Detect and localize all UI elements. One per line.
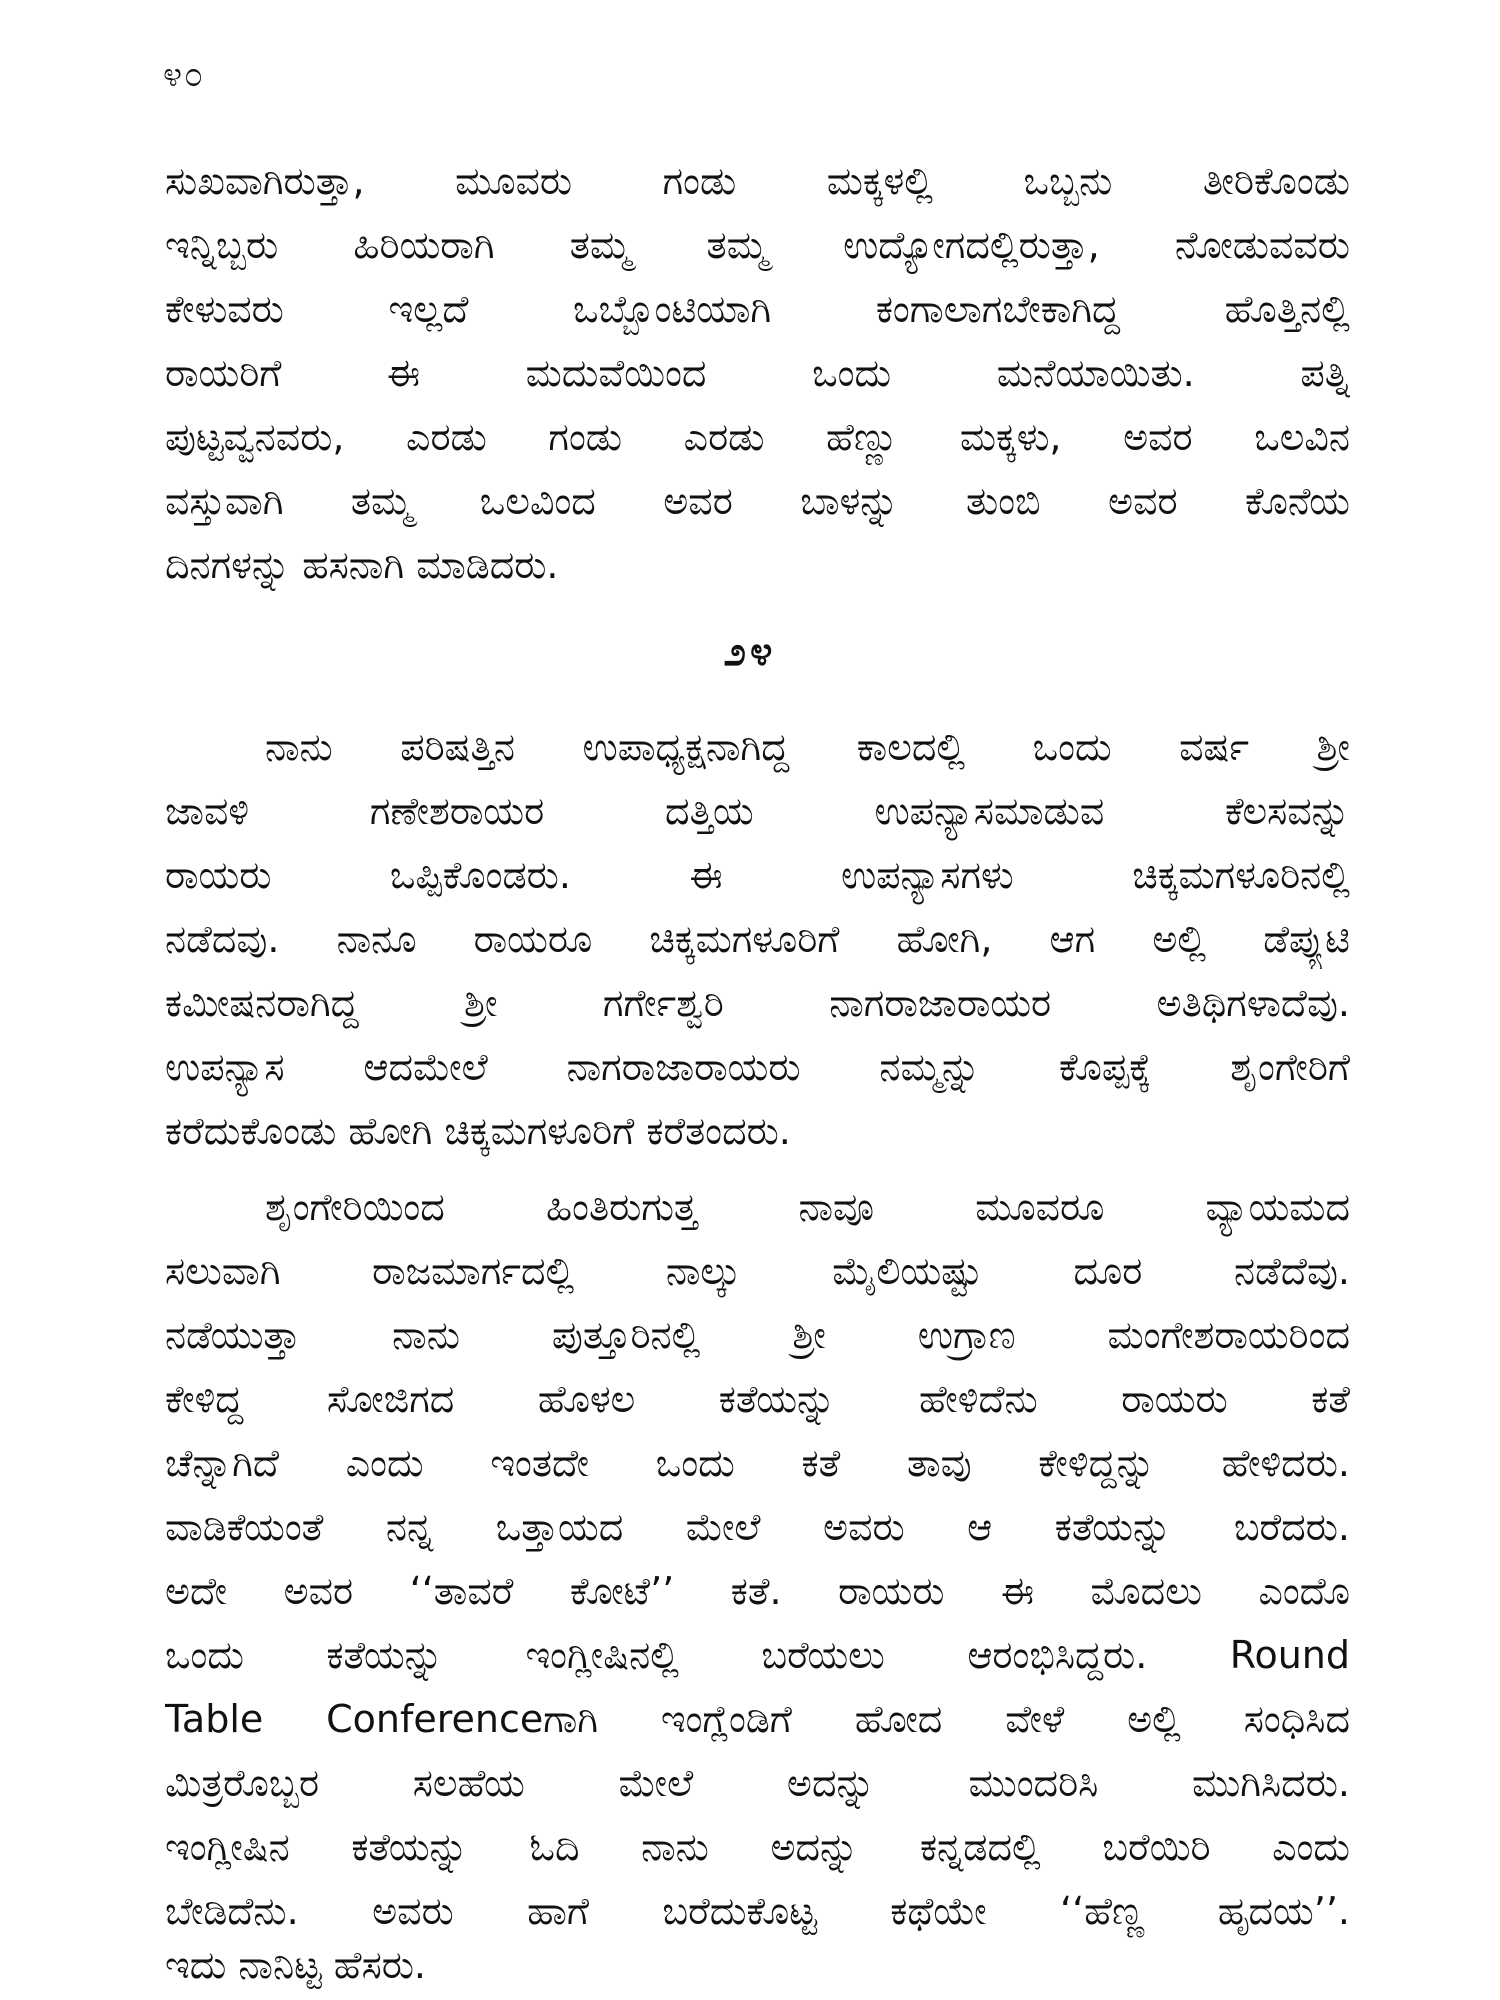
text-line: ನಡೆಯುತ್ತಾ ನಾನು ಪುತ್ತೂರಿನಲ್ಲಿ ಶ್ರೀ ಉಗ್ರಾಣ ಮಂಗೇಶರಾಯರಿಂದ bbox=[165, 1313, 1350, 1357]
text-line: ಚೆನ್ನಾಗಿದೆ ಎಂದು ಇಂತದೇ ಒಂದು ಕತೆ ತಾವು ಕೇಳಿದ್ದನ್ನು ಹೇಳಿದರು. bbox=[165, 1441, 1350, 1485]
text-line: ಅದೇ ಅವರ ‘‘ತಾವರೆ ಕೋಟೆ’’ ಕತೆ. ರಾಯರು ಈ ಮೊದಲು ಎಂದೊ bbox=[165, 1569, 1350, 1613]
text-line: ಕೇಳುವರು ಇಲ್ಲದೆ ಒಬ್ಬೊಂಟಿಯಾಗಿ ಕಂಗಾಲಾಗಬೇಕಾಗಿದ್ದ ಹೊತ್ತಿನಲ್ಲಿ bbox=[165, 287, 1350, 331]
text-line: ಸಲುವಾಗಿ ರಾಜಮಾರ್ಗದಲ್ಲಿ ನಾಲ್ಕು ಮೈಲಿಯಷ್ಟು ದೂರ ನಡೆದೆವು. bbox=[165, 1249, 1350, 1293]
text-line: ಇಂಗ್ಲೀಷಿನ ಕತೆಯನ್ನು ಓದಿ ನಾನು ಅದನ್ನು ಕನ್ನಡದಲ್ಲಿ ಬರೆಯಿರಿ ಎಂದು bbox=[165, 1825, 1350, 1869]
text-line: ರಾಯರಿಗೆ ಈ ಮದುವೆಯಿಂದ ಒಂದು ಮನೆಯಾಯಿತು. ಪತ್ನಿ bbox=[165, 351, 1350, 395]
text-line: ಜಾವಳಿ ಗಣೇಶರಾಯರ ದತ್ತಿಯ ಉಪನ್ಯಾಸಮಾಡುವ ಕೆಲಸವನ್ನು bbox=[165, 789, 1350, 833]
text-line: ಒಂದು ಕತೆಯನ್ನು ಇಂಗ್ಲೀಷಿನಲ್ಲಿ ಬರೆಯಲು ಆರಂಭಿಸಿದ್ದರು. Round bbox=[165, 1633, 1350, 1677]
text-line: ಬೇಡಿದೆನು. ಅವರು ಹಾಗೆ ಬರೆದುಕೊಟ್ಟ ಕಥೆಯೇ ‘‘ಹೆಣ್ಣ ಹೃದಯ’’. bbox=[165, 1889, 1350, 1933]
text-line: ಇದು ನಾನಿಟ್ಟ ಹೆಸರು. bbox=[165, 1943, 427, 1987]
text-line: ದಿನಗಳನ್ನು ಹಸನಾಗಿ ಮಾಡಿದರು. bbox=[165, 543, 559, 587]
text-line: ನಡೆದವು. ನಾನೂ ರಾಯರೂ ಚಿಕ್ಕಮಗಳೂರಿಗೆ ಹೋಗಿ, ಆಗ ಅಲ್ಲಿ ಡೆಪ್ಯುಟಿ bbox=[165, 917, 1350, 961]
text-line: ಮಿತ್ರರೊಬ್ಬರ ಸಲಹೆಯ ಮೇಲೆ ಅದನ್ನು ಮುಂದರಿಸಿ ಮುಗಿಸಿದರು. bbox=[165, 1761, 1350, 1805]
page-number: ೪೦ bbox=[163, 55, 206, 95]
section-number: ೨೪ bbox=[723, 629, 777, 675]
text-line: ಪುಟ್ಟವ್ವನವರು, ಎರಡು ಗಂಡು ಎರಡು ಹೆಣ್ಣು ಮಕ್ಕಳು, ಅವರ ಒಲವಿನ bbox=[165, 415, 1350, 459]
text-line: ಶೃಂಗೇರಿಯಿಂದ ಹಿಂತಿರುಗುತ್ತ ನಾವೂ ಮೂವರೂ ವ್ಯಾಯಮದ bbox=[265, 1185, 1350, 1229]
text-line: ಕರೆದುಕೊಂಡು ಹೋಗಿ ಚಿಕ್ಕಮಗಳೂರಿಗೆ ಕರೆತಂದರು. bbox=[165, 1109, 791, 1153]
text-line: ಕಮೀಷನರಾಗಿದ್ದ ಶ್ರೀ ಗರ್ಗೇಶ್ವರಿ ನಾಗರಾಜಾರಾಯರ ಅತಿಥಿಗಳಾದೆವು. bbox=[165, 981, 1350, 1025]
text-line: ವಸ್ತುವಾಗಿ ತಮ್ಮ ಒಲವಿಂದ ಅವರ ಬಾಳನ್ನು ತುಂಬಿ ಅವರ ಕೊನೆಯ bbox=[165, 479, 1350, 523]
text-line: ವಾಡಿಕೆಯಂತೆ ನನ್ನ ಒತ್ತಾಯದ ಮೇಲೆ ಅವರು ಆ ಕತೆಯನ್ನು ಬರೆದರು. bbox=[165, 1505, 1350, 1549]
text-line: ಸುಖವಾಗಿರುತ್ತಾ, ಮೂವರು ಗಂಡು ಮಕ್ಕಳಲ್ಲಿ ಒಬ್ಬನು ತೀರಿಕೊಂಡು bbox=[165, 159, 1350, 203]
text-line: ರಾಯರು ಒಪ್ಪಿಕೊಂಡರು. ಈ ಉಪನ್ಯಾಸಗಳು ಚಿಕ್ಕಮಗಳೂರಿನಲ್ಲಿ bbox=[165, 853, 1350, 897]
text-line: Table Conferenceಗಾಗಿ ಇಂಗ್ಲೆಂಡಿಗೆ ಹೋದ ವೇಳೆ ಅಲ್ಲಿ ಸಂಧಿಸಿದ bbox=[165, 1697, 1350, 1741]
text-line: ನಾನು ಪರಿಷತ್ತಿನ ಉಪಾಧ್ಯಕ್ಷನಾಗಿದ್ದ ಕಾಲದಲ್ಲಿ ಒಂದು ವರ್ಷ ಶ್ರೀ bbox=[265, 725, 1350, 769]
text-line: ಇನ್ನಿಬ್ಬರು ಹಿರಿಯರಾಗಿ ತಮ್ಮ ತಮ್ಮ ಉದ್ಯೋಗದಲ್ಲಿರುತ್ತಾ, ನೋಡುವವರು bbox=[165, 223, 1350, 267]
text-line: ಉಪನ್ಯಾಸ ಆದಮೇಲೆ ನಾಗರಾಜಾರಾಯರು ನಮ್ಮನ್ನು ಕೊಪ್ಪಕ್ಕೆ ಶೃಂಗೇರಿಗೆ bbox=[165, 1045, 1350, 1089]
text-line: ಕೇಳಿದ್ದ ಸೋಜಿಗದ ಹೊಳಲ ಕತೆಯನ್ನು ಹೇಳಿದೆನು ರಾಯರು ಕತೆ bbox=[165, 1377, 1350, 1421]
